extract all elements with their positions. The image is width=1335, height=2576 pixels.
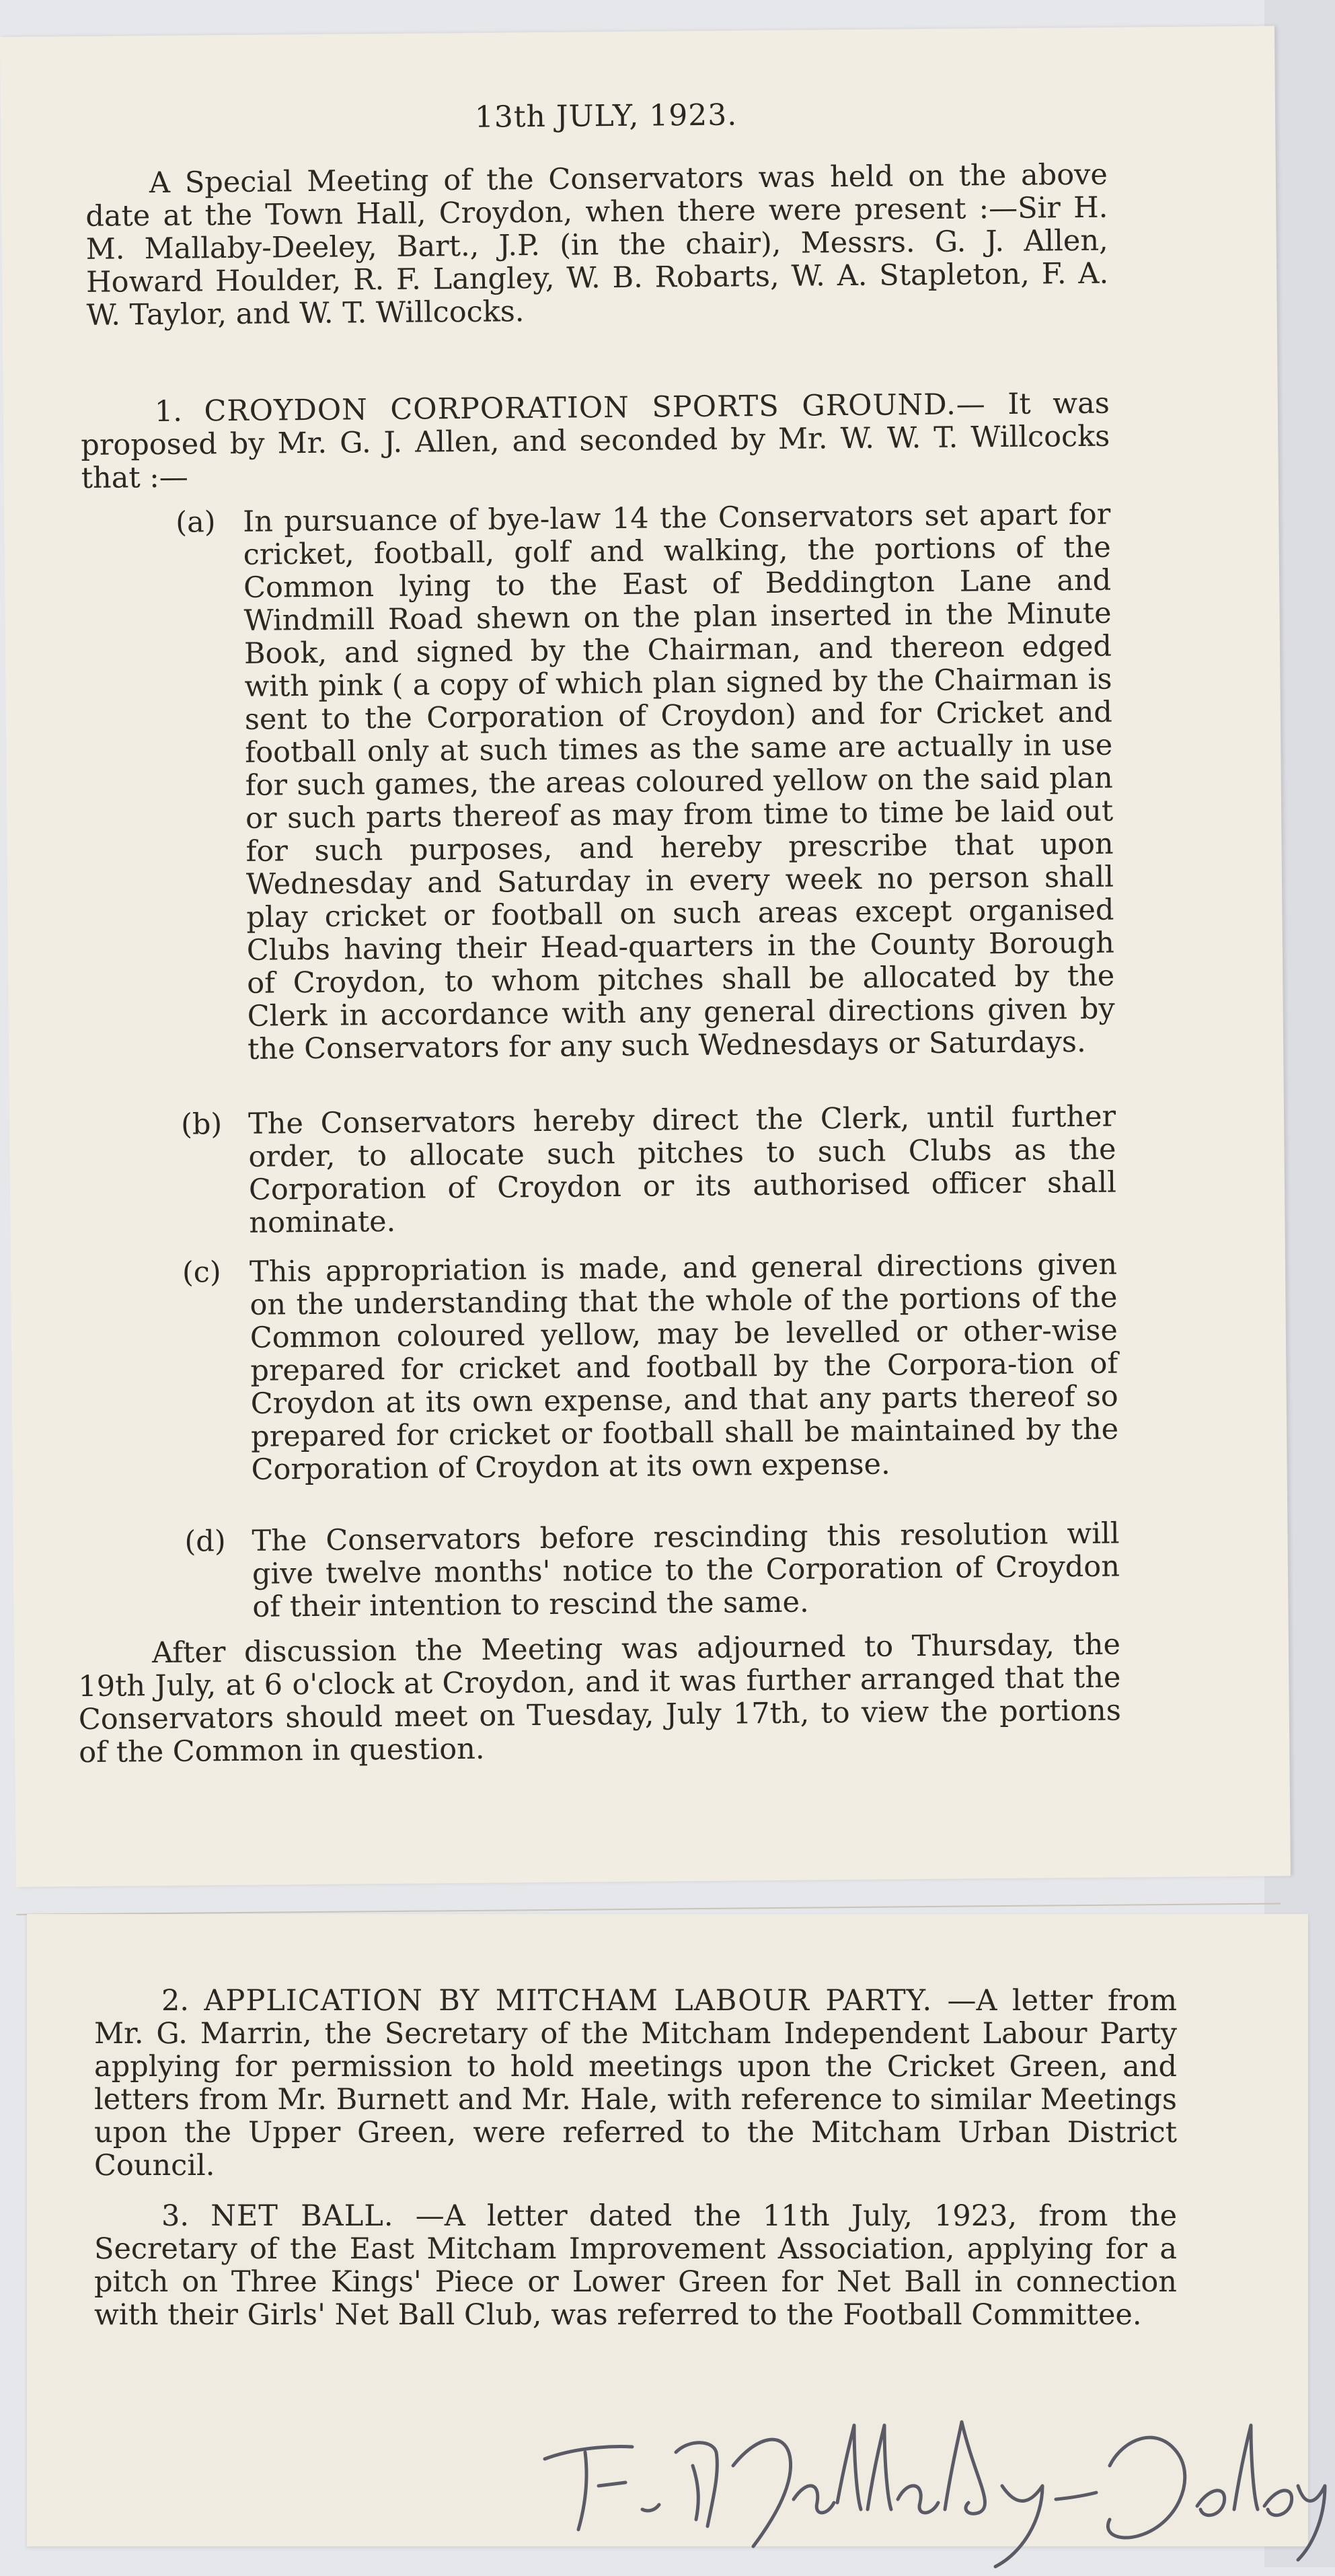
item3-title: NET BALL.: [211, 2199, 394, 2233]
clause-b-text: The Conservators hereby direct the Clerk, until further order, to allocate such pitches to such Clubs as the Corporation of Croydon or its authorised officer shall nominate.: [247, 1099, 1117, 1240]
intro-text: A Special Meeting of the Conservators was held on the above date at the Town Hall, Croydon, when there were present :—Sir H. M. Mallaby-Deeley, Bart., J.P. (in the chair), Messrs. G. J. Allen, Howard Houlder, R. F. Langley, W. B. Robarts, W. A. Stapleton, F. A. W. Taylor, and W. T. Willcocks.: [85, 157, 1109, 332]
clause-c-text: This appropriation is made, and general directions given on the understanding that the whole of the portions of the Common coloured yellow, may be levelled or other-wise prepared for cricket and football by the Corpora-tion of Croydon at its own expense, and that any parts thereof so prepared for cricket or football shall be maintained by the Corporation of Croydon at its own expense.: [249, 1247, 1119, 1487]
item2-paragraph: [94, 1985, 1177, 2182]
item1-heading: [81, 388, 1110, 495]
intro-paragraph: [85, 159, 1109, 332]
clause-b: [180, 1099, 1117, 1240]
item3-number: 3.: [161, 2199, 190, 2233]
clause-d-label: (d): [184, 1524, 226, 1559]
clause-b-label: (b): [180, 1107, 223, 1142]
signature-handwriting: [531, 2385, 1335, 2573]
clause-c: [182, 1247, 1119, 1487]
item1-number: 1.: [154, 394, 183, 429]
item2-number: 2.: [161, 1984, 190, 2018]
clause-a-text: In pursuance of bye-law 14 the Conservators set apart for cricket, football, golf and walking, the portions of the Common lying to the East of Beddington Lane and Windmill Road shewn on the plan inserted in the Minute Book, and signed by the Chairman, and thereon edged with pink ( a copy of which plan signed by the Chairman is sent to the Corporation of Croydon) and for Cricket and football only at such times as the same are actually in use for such games, the areas coloured yellow on the said plan or such parts thereof as may from time to time be laid out for such purposes, and hereby prescribe that upon Wednesday and Saturday in every week no person shall play cricket or football on such areas except organised Clubs having their Head-quarters in the County Borough of Croydon, to whom pitches shall be allocated by the Clerk in accordance with any general directions given by the Conservators for any such Wednesdays or Saturdays.: [243, 497, 1115, 1066]
adjournment-paragraph: [78, 1629, 1122, 1770]
clause-a: [176, 497, 1115, 1066]
chairman-signature: [531, 2385, 1335, 2573]
clause-c-label: (c): [182, 1255, 221, 1290]
clause-d-text: The Conservators before rescinding this resolution will give twelve months' notice to the Corporation of Croydon of their intention to rescind the same.: [252, 1516, 1120, 1624]
item1-lead: It was proposed by Mr. G. J. Allen, and seconded by Mr. W. W. T. Willcocks that :—: [81, 386, 1110, 495]
item1-title: CROYDON CORPORATION SPORTS GROUND.—: [204, 388, 987, 429]
item2-title: APPLICATION BY MITCHAM LABOUR PARTY.: [204, 1984, 933, 2018]
item3-text: —A letter dated the 11th July, 1923, from the Secretary of the East Mitcham Improvement Association, applying for a pitch on Three Kings' Piece or Lower Green for Net Ball in connection with their Girls' Net Ball Club, was referred to the Football Committee.: [94, 2199, 1178, 2332]
date-heading: 13th JULY, 1923.: [474, 98, 738, 135]
item2-text: —A letter from Mr. G. Marrin, the Secretary of the Mitcham Independent Labour Party applying for permission to hold meetings upon the Cricket Green, and letters from Mr. Burnett and Mr. Hale, with reference to similar Meetings upon the Upper Green, were referred to the Mitcham Urban District Council.: [94, 1984, 1178, 2182]
clause-d: [184, 1516, 1120, 1624]
adjournment-text: After discussion the Meeting was adjourned to Thursday, the 19th July, at 6 o'clock at Croydon, and it was further arranged that the Conservators should meet on Tuesday, July 17th, to view the portions of the Common in question.: [78, 1627, 1121, 1770]
clause-a-label: (a): [176, 505, 216, 540]
item3-paragraph: [94, 2200, 1177, 2332]
upper-minutes-sheet: [0, 26, 1291, 1886]
